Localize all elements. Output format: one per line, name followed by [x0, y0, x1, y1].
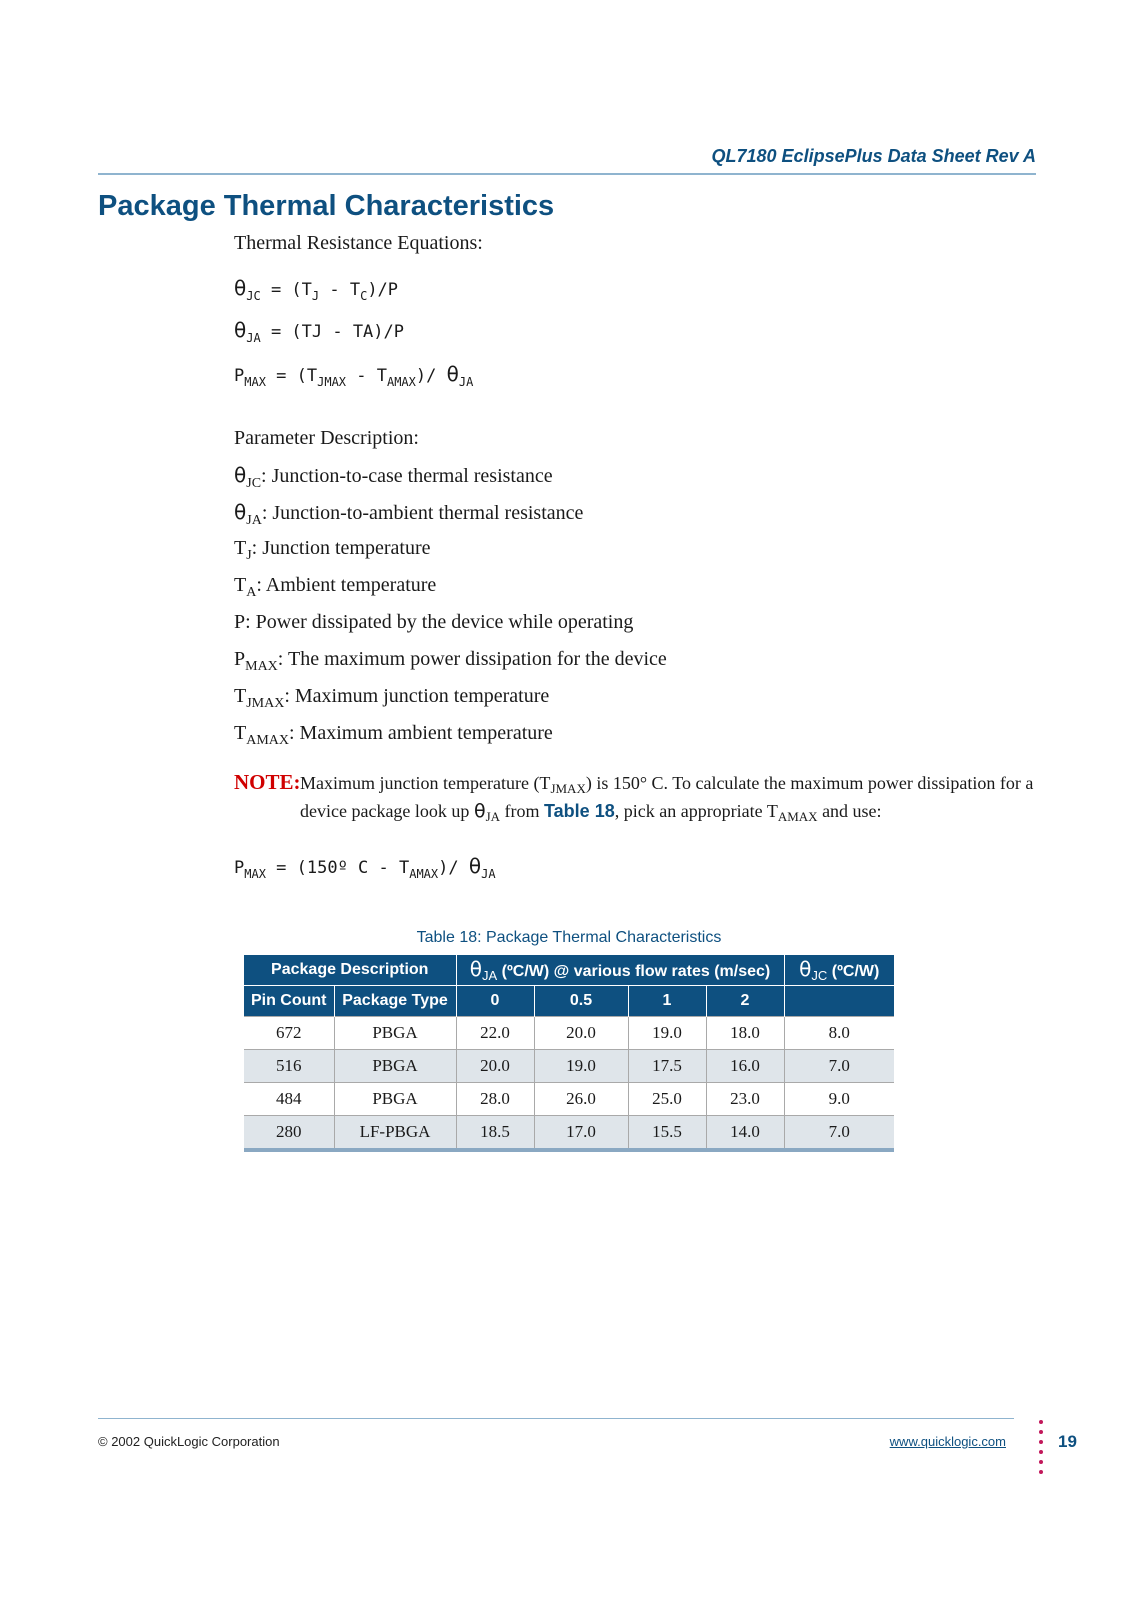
param-tamax: $T_{AMAX}$: Maximum ambient temperature [234, 722, 553, 748]
header-empty [784, 986, 894, 1017]
equations-intro: Thermal Resistance Equations: [234, 232, 483, 254]
cell-pin-count: 484 [244, 1083, 334, 1116]
cell-flow-2: 14.0 [706, 1116, 784, 1151]
equation-pmax: $P_{MAX} = (T_{JMAX} - T_{AMAX})/$ $\theta_{JA}$ [234, 362, 474, 389]
cell-flow-2: 18.0 [706, 1017, 784, 1050]
header-flow-2: 2 [706, 986, 784, 1017]
cell-pin-count: 280 [244, 1116, 334, 1151]
table-18-link[interactable]: Table 18 [544, 801, 615, 821]
cell-theta-jc: 7.0 [784, 1050, 894, 1083]
note-text: Maximum junction temperature $(T_{JMAX})$ is 150° C. To calculate the maximum power dissipation for a device package look up $\theta_{JA}$ from Table 18, pick an appropriate $T_{AMAX}$ and use: [300, 773, 1034, 824]
cell-pin-count: 516 [244, 1050, 334, 1083]
section-title: Package Thermal Characteristics [98, 190, 555, 222]
param-theta-jc: $\theta_{JC}$: Junction-to-case thermal resistance [234, 463, 553, 491]
header-rule [98, 173, 1036, 175]
cell-flow-1: 15.5 [628, 1116, 706, 1151]
param-tj: $T_J$: Junction temperature [234, 537, 431, 563]
cell-flow-0-5: 20.0 [534, 1017, 628, 1050]
header-package-description: Package Description [244, 955, 456, 986]
equation-pmax-final: $P_{MAX}$ = (150º C - $T_{AMAX})/$ $\theta_{JA}$ [234, 854, 496, 881]
header-flow-0: 0 [456, 986, 534, 1017]
cell-package-type: LF-PBGA [334, 1116, 456, 1151]
table-row [244, 1083, 894, 1116]
thermal-table [244, 955, 894, 1152]
cell-flow-0-5: 17.0 [534, 1116, 628, 1151]
table-row [244, 1116, 894, 1151]
cell-flow-0-5: 19.0 [534, 1050, 628, 1083]
equation-theta-jc: $\theta_{JC} = (T_J - T_C)/P$ [234, 276, 399, 303]
parameters-intro: Parameter Description: [234, 427, 419, 449]
param-pmax: $P_{MAX}$: The maximum power dissipation for the device [234, 648, 667, 674]
cell-pin-count: 672 [244, 1017, 334, 1050]
param-ta: $T_A$: Ambient temperature [234, 574, 437, 600]
param-tjmax: $T_{JMAX}$: Maximum junction temperature [234, 685, 550, 711]
page-number: 19 [1058, 1432, 1077, 1451]
cell-flow-1: 25.0 [628, 1083, 706, 1116]
table-header-row [244, 955, 894, 986]
header-pin-count: Pin Count [244, 986, 334, 1017]
header-theta-jc: $\theta_{JC}$ (ºC/W) [784, 955, 894, 986]
cell-flow-0-5: 26.0 [534, 1083, 628, 1116]
note-label: NOTE: [234, 770, 301, 794]
header-theta-ja: $\theta_{JA}$ (ºC/W) @ various flow rates (m/sec) [456, 955, 784, 986]
cell-package-type: PBGA [334, 1017, 456, 1050]
table-row [244, 1050, 894, 1083]
cell-flow-1: 19.0 [628, 1017, 706, 1050]
param-theta-ja: $\theta_{JA}$: Junction-to-ambient thermal resistance [234, 500, 584, 528]
cell-theta-jc: 9.0 [784, 1083, 894, 1116]
cell-package-type: PBGA [334, 1083, 456, 1116]
footer-rule [98, 1418, 1014, 1419]
cell-flow-0: 28.0 [456, 1083, 534, 1116]
cell-flow-0: 20.0 [456, 1050, 534, 1083]
cell-theta-jc: 8.0 [784, 1017, 894, 1050]
footer-url-link[interactable]: www.quicklogic.com [889, 1434, 1006, 1449]
header-flow-1: 1 [628, 986, 706, 1017]
param-p: P: Power dissipated by the device while operating [234, 611, 634, 633]
footer-dots-decoration [1039, 1420, 1045, 1480]
header-package-type: Package Type [334, 986, 456, 1017]
cell-flow-0: 18.5 [456, 1116, 534, 1151]
cell-flow-2: 23.0 [706, 1083, 784, 1116]
table-caption: Table 18: Package Thermal Characteristics [416, 929, 722, 946]
cell-package-type: PBGA [334, 1050, 456, 1083]
cell-theta-jc: 7.0 [784, 1116, 894, 1151]
table-row [244, 1017, 894, 1050]
table-subheader-row [244, 986, 894, 1017]
equation-theta-ja: $\theta_{JA} = (TJ - TA)/P$ [234, 318, 404, 345]
footer-copyright: © 2002 QuickLogic Corporation [98, 1434, 280, 1449]
cell-flow-1: 17.5 [628, 1050, 706, 1083]
header-flow-0-5: 0.5 [534, 986, 628, 1017]
cell-flow-2: 16.0 [706, 1050, 784, 1083]
cell-flow-0: 22.0 [456, 1017, 534, 1050]
header-title: QL7180 EclipsePlus Data Sheet Rev A [711, 146, 1036, 166]
